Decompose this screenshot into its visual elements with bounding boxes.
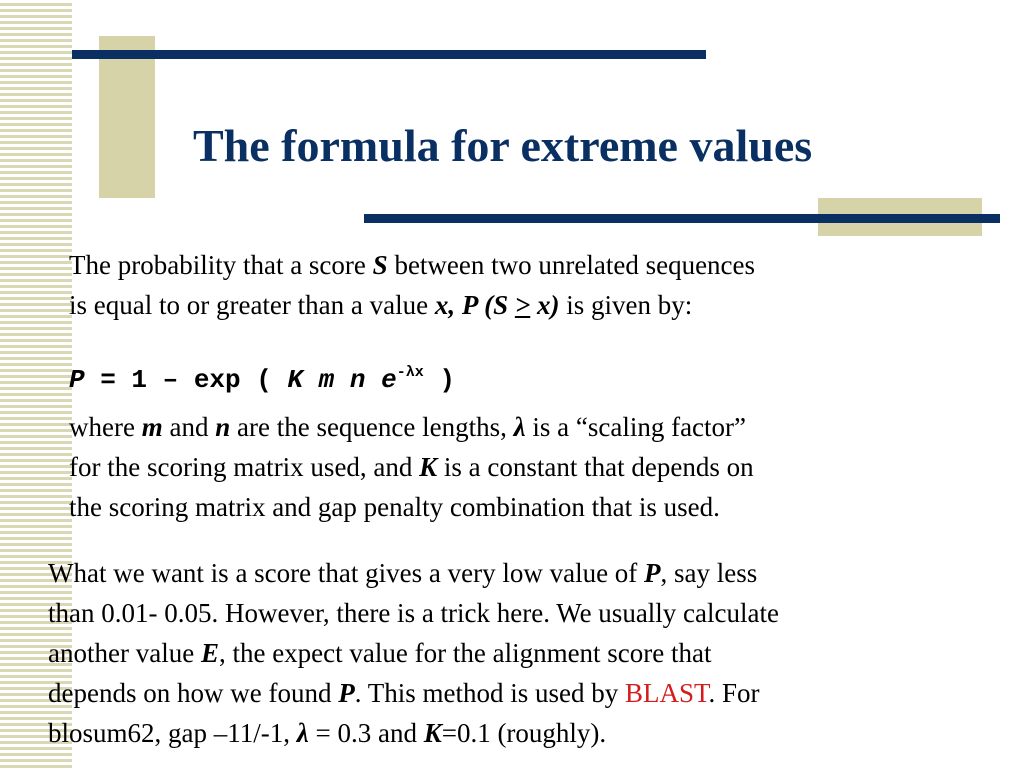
- formula-k: K: [287, 365, 304, 395]
- explanation-text: . For: [708, 678, 760, 708]
- explanation-text: another value: [48, 638, 201, 668]
- formula-close: ): [423, 365, 455, 395]
- vertical-accent-bar: [99, 36, 155, 198]
- formula-p: P: [69, 365, 85, 395]
- lambda-symbol: λ: [513, 412, 526, 442]
- variable-p: P: [644, 558, 661, 588]
- probability-expression: P (S: [455, 290, 515, 320]
- bottom-title-rule: [364, 214, 1000, 223]
- explanation-paragraph: [48, 553, 779, 753]
- intro-text: The probability that a score: [69, 250, 373, 280]
- intro-text: between two unrelated sequences: [387, 250, 756, 280]
- formula-n: n: [334, 365, 366, 395]
- variable-n: n: [215, 412, 231, 442]
- variable-p: P: [338, 678, 355, 708]
- intro-comma: ,: [448, 290, 456, 320]
- where-text: are the sequence lengths,: [230, 412, 514, 442]
- where-text: is a “scaling factor”: [525, 412, 747, 442]
- where-text: is a constant that depends on: [437, 452, 754, 482]
- top-title-rule: [72, 50, 706, 59]
- variable-e: E: [200, 638, 219, 668]
- explanation-text: = 0.3 and: [308, 718, 424, 748]
- lambda-symbol: λ: [296, 718, 309, 748]
- where-paragraph: [69, 407, 754, 527]
- explanation-text: =0.1 (roughly).: [441, 718, 607, 748]
- explanation-text: than 0.01- 0.05. However, there is a trick here. We usually calculate: [48, 598, 779, 628]
- slide-title: The formula for extreme values: [193, 120, 813, 171]
- intro-text: is equal to or greater than a value: [69, 290, 435, 320]
- variable-k: K: [423, 718, 442, 748]
- where-text: and: [162, 412, 216, 442]
- explanation-text: , say less: [660, 558, 758, 588]
- variable-k: K: [419, 452, 438, 482]
- variable-x: x: [434, 290, 449, 320]
- explanation-text: . This method is used by: [354, 678, 625, 708]
- formula-e: e: [365, 365, 397, 395]
- probability-expression: x): [530, 290, 560, 320]
- formula-exponent: -λx: [396, 364, 424, 381]
- explanation-text: blosum62, gap –11/-1,: [48, 718, 297, 748]
- explanation-text: , the expect value for the alignment score that: [218, 638, 712, 668]
- greater-equal-symbol: >: [514, 290, 531, 320]
- variable-m: m: [141, 412, 163, 442]
- where-text: where: [69, 412, 142, 442]
- explanation-text: What we want is a score that gives a very low value of: [48, 558, 645, 588]
- where-text: the scoring matrix and gap penalty combination that is used.: [69, 492, 720, 522]
- blast-term: BLAST: [624, 678, 709, 708]
- intro-paragraph: [69, 245, 755, 325]
- formula-m: m: [303, 365, 335, 395]
- formula-eq: = 1 – exp (: [84, 365, 288, 395]
- extreme-value-formula: [69, 364, 455, 395]
- where-text: for the scoring matrix used, and: [69, 452, 420, 482]
- explanation-text: depends on how we found: [48, 678, 339, 708]
- intro-text: is given by:: [559, 290, 693, 320]
- variable-s: S: [372, 250, 388, 280]
